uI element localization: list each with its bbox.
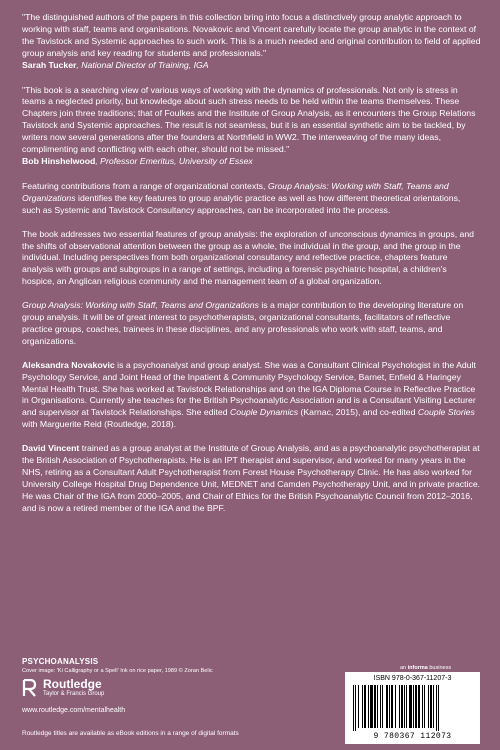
endorsement-2-role: , Professor Emeritus, University of Essex: [95, 155, 253, 166]
endorsement-2-text: "This book is a searching view of various ways of working with the dynamics of professionals. Not only is stress in teams a neglected priority, but knowledge about such stress needs to be held within the teams themselves. These Chapters join three traditions; that of Foulkes and the Institute of Group Analysis, as it encounters the Group Relations Tavistock and Systemic approaches. The result is not seamless, but it is an essential synthetic aim to be tackled, by writers now several generations after the founders at Northfield in WW2. The interweaving of the many ideas, complimenting and conflicting with each other, should not be missed.": [22, 84, 476, 155]
subject-category: PSYCHOANALYSIS: [22, 657, 99, 666]
barcode-bar: [391, 685, 393, 728]
endorsement-1-text: "The distinguished authors of the papers in this collection bring into focus a distinctively group analytic approach to working with staff, teams and organisations. Novakovic and Vincent carefully locate the group analytic in the context of the Tavistock and Systemic approaches to such work. This is a much needed and original contribution to field of applied group analysis and key reading for students and professionals.": [22, 12, 481, 58]
barcode-bar: [362, 685, 363, 728]
publisher-group: Taylor & Francis Group: [43, 691, 105, 697]
ebook-note: Routledge titles are available as eBook editions in a range of digital formats: [22, 730, 239, 737]
barcode-bar: [370, 685, 373, 728]
barcode-bar: [430, 685, 432, 728]
publisher-name: Routledge: [43, 677, 102, 691]
barcode-digits: 9 780367 112073: [373, 732, 452, 741]
barcode-bar: [406, 685, 407, 728]
endorsement-2-author: Bob Hinshelwood: [22, 155, 96, 166]
cover-image-credit: Cover image: 'Ki Calligraphy or a Spell' Ink on rice paper, 1989 © Zoran Belic: [22, 668, 213, 674]
barcode-bar: [355, 685, 356, 731]
barcode-bar: [358, 685, 359, 728]
book-title: Group Analysis: Working with Staff, Teams and Organizations: [22, 180, 449, 203]
barcode-bar: [415, 685, 417, 728]
barcode-bar: [436, 685, 437, 731]
barcode-bar: [418, 685, 420, 728]
barcode-bar: [364, 685, 366, 728]
back-cover-text: [22, 12, 481, 527]
endorsement-2: [22, 85, 481, 168]
barcode-bar: [377, 685, 378, 728]
barcode-bar: [382, 685, 383, 728]
endorsement-1: [22, 12, 481, 72]
barcode-bar: [438, 685, 439, 731]
barcode-bar: [428, 685, 429, 728]
isbn-barcode: [345, 672, 480, 744]
barcode-bar: [401, 685, 403, 728]
author-name: David Vincent: [22, 443, 80, 454]
author-name: Aleksandra Novakovic: [22, 359, 115, 370]
publisher-logo: [22, 678, 104, 698]
barcode-bar: [404, 685, 405, 728]
book-title: Group Analysis: Working with Staff, Teams and Organizations: [22, 300, 259, 311]
barcode-bar: [399, 685, 400, 728]
informa-tagline: an informa business: [400, 665, 452, 671]
author-bio-vincent: David Vincent trained as a group analyst at the Institute of Group Analysis, and as a psychoanalytic psychotherapist at the British Association of Psychotherapists. He is an IPT therapist and supervisor, and worked for many years in the NHS, retiring as a Consultant Adult Psychotherapist from Forest House Psychotherapy Clinic. He has also worked for University College Hospital Drug Dependence Unit, MEDNET and Camden Psychotherapy Unit, and in private practice. He was Chair of the IGA from 2000–2005, and Chair of Ethics for the British Psychoanalytic Council from 2012–2016, and is now a retired member of the IGA and the BPF.: [22, 443, 481, 513]
description-paragraph-2: The book addresses two essential features of group analysis: the exploration of unconscious dynamics in groups, and the shifts of observational attention between the group as a whole, the individual in the group, and the group in the individual. Including perspectives from both organizational consultancy and reflective practice, chapters feature analysis with groups and subgroups in a range of settings, including a forensic psychiatric hospital, a children's hospice, an Anglican religious community and the management team of a global organization.: [22, 228, 475, 287]
endorsement-1-role: , National Director of Training, IGA: [76, 59, 209, 70]
barcode-bars: [351, 685, 474, 731]
barcode-bar: [413, 685, 414, 728]
barcode-bar: [368, 685, 369, 728]
barcode-bar: [422, 685, 423, 728]
barcode-bar: [386, 685, 388, 728]
publisher-website[interactable]: www.routledge.com/mentalhealth: [22, 707, 126, 714]
barcode-bar: [380, 685, 381, 728]
routledge-r-icon: [22, 679, 38, 697]
barcode-bar: [424, 685, 425, 728]
isbn-number: ISBN 978-0-367-11207-3: [373, 675, 452, 682]
description-paragraph-1: Featuring contributions from a range of organizational contexts, Group Analysis: Working with Staff, Teams and Organizations identifies the key features to group analytic practice as well as how different theoretical orientations, such as Systemic and Tavistock Consultancy approaches, can be incorporated into the process.: [22, 180, 461, 215]
endorsement-1-author: Sarah Tucker: [22, 59, 77, 70]
barcode-bar: [433, 685, 434, 728]
description-paragraph-3: Group Analysis: Working with Staff, Teams and Organizations is a major contribution to the developing literature on group analysis. It will be of great interest to psychotherapists, organizational consultants, facilitators of reflective practice groups, coaches, trainees in these disciplines, and any professionals who work with staff, teams, and organizations.: [22, 300, 464, 346]
barcode-bar: [409, 685, 412, 728]
barcode-bar: [389, 685, 390, 728]
barcode-bar: [395, 685, 396, 728]
barcode-bar: [374, 685, 376, 728]
barcode-bar: [353, 685, 354, 731]
author-bio-novakovic: Aleksandra Novakovic is a psychoanalyst and group analyst. She was a Consultant Clinical Psychologist in the Adult Psychology Service, and Joint Head of the Inpatient & Community Psychology Service, Barnet, Enfield & Haringey Mental Health Trust. She has worked at Tavistock Relationships and on the IGA Diploma Course in Reflective Practice in Organisations. Currently she teaches for the British Psychoanalytic Association and is a Consultant Visiting Lecturer and supervisor at Tavistock Relationships. She edited Couple Dynamics (Karnac, 2015), and co-edited Couple Stories with Marguerite Reid (Routledge, 2018).: [22, 359, 476, 430]
